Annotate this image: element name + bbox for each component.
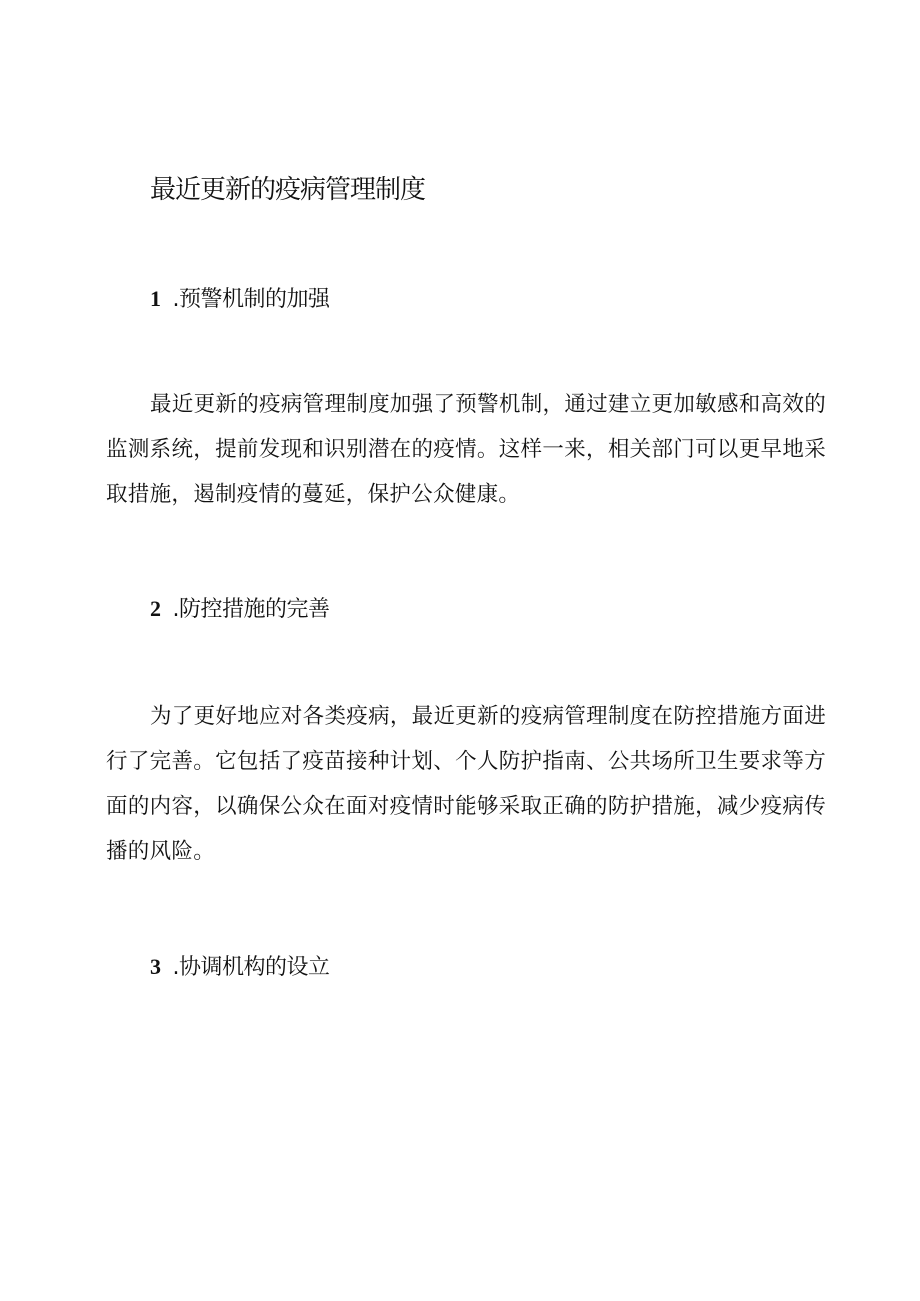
section-heading xyxy=(150,593,330,626)
section-heading-text: .防控措施的完善 xyxy=(172,597,330,622)
section-number: 2 xyxy=(150,596,161,621)
section-number: 1 xyxy=(150,286,161,311)
section-heading-text: .预警机制的加强 xyxy=(172,287,330,312)
section-paragraph: 最近更新的疫病管理制度加强了预警机制，通过建立更加敏感和高效的监测系统，提前发现和识别潜在的疫情。这样一来，相关部门可以更早地采取措施，遏制疫情的蔓延，保护公众健康。 xyxy=(106,392,826,507)
section-heading xyxy=(150,283,330,316)
section-heading xyxy=(150,951,330,984)
section-heading-text: .协调机构的设立 xyxy=(172,955,330,980)
section-number: 3 xyxy=(150,954,161,979)
document-title: 最近更新的疫病管理制度 xyxy=(150,175,426,205)
section-paragraph: 为了更好地应对各类疫病，最近更新的疫病管理制度在防控措施方面进行了完善。它包括了疫苗接种计划、个人防护指南、公共场所卫生要求等方面的内容，以确保公众在面对疫情时能够采取正确的防护措施，减少疫病传播的风险。 xyxy=(106,704,826,864)
